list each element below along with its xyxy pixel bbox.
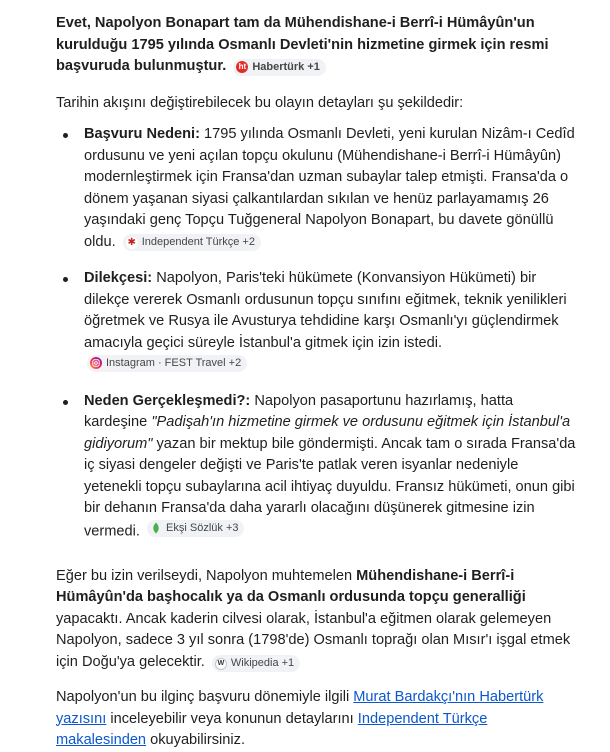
source-chip-instagram[interactable] bbox=[87, 355, 247, 372]
list-item bbox=[56, 124, 578, 253]
list-item-quote: "Padişah'ın hizmetine girmek ve ordusunu eğitmek için İstanbul'a gidiyorum" bbox=[84, 414, 571, 452]
source-chip-independent[interactable] bbox=[123, 234, 261, 251]
source-chip-haberturk[interactable] bbox=[233, 59, 326, 76]
further-reading-text: okuyabilirsiniz. bbox=[146, 732, 246, 748]
conclusion-paragraph bbox=[56, 566, 578, 674]
conclusion-text: yapacaktı. Ancak kaderin cilvesi olarak, İstanbul'a eğitmen olarak gelemeyen Napolyon, sadece 3 yıl sonra (1798'de) Osmanlı toprağı olan Mısır'ı işgal etmek için Doğu'ya gelecektir. bbox=[56, 610, 571, 670]
bullet bbox=[63, 133, 68, 138]
list-item-text: Napolyon, Paris'teki hükümete (Konvansiyon Hükümeti) bir dilekçe vererek Osmanlı ordusunun topçu sınıfını eğitmek, teknik yenilikleri öğretmek ve Rusya ile Avusturya tehdidine karşı Osmanlı'yı güçlendirmek amacıyla geçici süreyle İstanbul'a gitmek için izin istedi. bbox=[84, 270, 567, 351]
source-chip-label: Ekşi Sözlük +3 bbox=[166, 521, 239, 534]
independent-logo-icon: ✱ bbox=[127, 236, 136, 248]
instagram-logo-icon bbox=[90, 357, 102, 369]
list-item-text: 1795 yılında Osmanlı Devleti, yeni kurulan Nizâm-ı Cedîd ordusunu ve yeni açılan topçu okulunu (Mühendishane-i Berrî-i Hümâyûn) modernleştirmek için Fransa'dan uzman subaylar talep etmişti. Fransa'da o dönem yaşanan siyasi çalkantılardan sıkılan ve henüz parlayamamış 26 yaşındaki genç Topçu Tuğgeneral Napolyon Bonapart, bu davete gönüllü oldu. bbox=[84, 126, 575, 250]
list-item bbox=[56, 268, 578, 376]
eksi-sozluk-leaf-icon bbox=[150, 522, 162, 534]
further-reading-paragraph bbox=[56, 687, 578, 752]
list-item-term: Dilekçesi: bbox=[84, 270, 153, 286]
bullet bbox=[63, 400, 68, 405]
further-reading-text: Napolyon'un bu ilginç başvuru dönemiyle ilgili bbox=[56, 689, 354, 705]
conclusion-emphasis: Mühendishane-i Berrî-i Hümâyûn'da başhocalık ya da Osmanlı ordusunda topçu generalliği bbox=[56, 567, 526, 605]
source-chip-label: Habertürk +1 bbox=[252, 60, 320, 73]
haberturk-logo-icon: ht bbox=[236, 61, 248, 73]
list-item-text: Napolyon pasaportunu hazırlamış, hatta kardeşine bbox=[84, 392, 514, 430]
intro-text: Tarihin akışını değiştirebilecek bu olayın detayları şu şekildedir: bbox=[56, 94, 464, 111]
source-chip-label: Instagram · FEST Travel +2 bbox=[106, 356, 242, 369]
list-item-text: yazan bir mektup bile göndermişti. Ancak tam o sırada Fransa'da iç siyasi dengeler değişti ve Paris'te patlak veren isyanlar nedeniyle yetenekli topçu subaylarına acil ihtiyaç duyuldu. Fransız hükümeti, onun gibi bir dehanın Fransa'da daha yararlı olacağını düşünerek gitmesine izin vermedi. bbox=[84, 435, 576, 539]
details-list bbox=[56, 124, 578, 543]
answer-lead bbox=[56, 13, 578, 78]
further-reading-text: inceleyebilir veya konunun detaylarını bbox=[106, 710, 358, 727]
list-item bbox=[56, 391, 578, 543]
source-chip-label: Wikipedia +1 bbox=[230, 657, 295, 669]
list-item-term: Neden Gerçekleşmedi?: bbox=[84, 392, 251, 409]
bullet bbox=[63, 277, 68, 282]
source-chip-eksi[interactable] bbox=[147, 520, 244, 537]
source-chip-label: Independent Türkçe +2 bbox=[141, 236, 255, 248]
list-item-term: Başvuru Nedeni: bbox=[84, 126, 200, 142]
wikipedia-logo-icon: W bbox=[215, 658, 227, 670]
lead-text: Evet, Napolyon Bonapart tam da Mühendishane-i Berrî-i Hümâyûn'un kurulduğu 1795 yılında Osmanlı Devleti'nin hizmetine girmek için resmi başvuruda bulunmuştur. bbox=[56, 15, 549, 74]
source-chip-wikipedia[interactable] bbox=[212, 655, 300, 672]
independent-article-link[interactable]: Independent Türkçe makalesinden bbox=[56, 710, 488, 748]
conclusion-text: Eğer bu izin verilseydi, Napolyon muhtemelen bbox=[56, 567, 357, 584]
haberturk-article-link[interactable]: Murat Bardakçı'nın Habertürk yazısını bbox=[56, 689, 544, 727]
